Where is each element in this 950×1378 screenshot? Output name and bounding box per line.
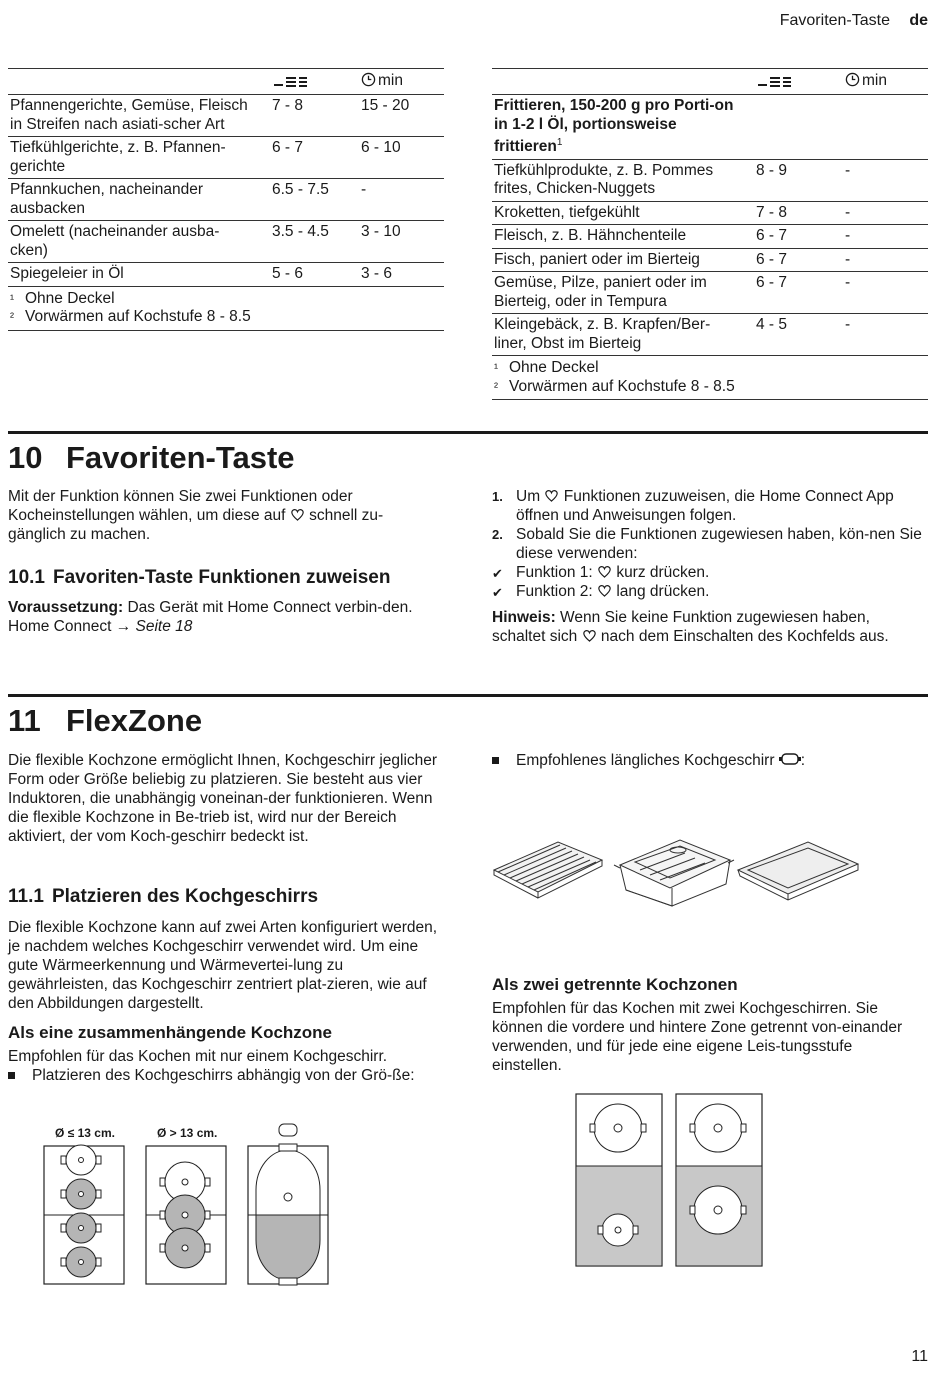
heart-icon — [597, 584, 612, 597]
section10-intro: Mit der Funktion können Sie zwei Funktionen oder Kocheinstellungen wählen, um diese auf schnell zu-gänglich zu machen. — [8, 488, 384, 543]
table-cell-level: 5 - 6 — [270, 263, 359, 287]
two-zone-diagram-front — [576, 1094, 662, 1266]
section11-intro: Die flexible Kochzone ermöglicht Ihnen, Kochgeschirr jeglicher Form oder Größe beliebig zu platzieren. Sie besteht aus vier Induktoren, die unabhängig voneinan-der funktionieren. Wenn die flexible Kochzone in Be-trieb ist, wird nur der Bereich aktiviert, der vom Koch-geschirr bedeckt ist. — [8, 752, 438, 845]
page-reference-link[interactable]: Seite 18 — [135, 618, 193, 635]
footnote-text: Ohne Deckel — [509, 359, 599, 376]
two-zone-heading: Als zwei getrennte Kochzonen — [492, 975, 738, 994]
table-cell-level: 8 - 9 — [754, 159, 843, 201]
table-row — [492, 201, 928, 225]
table-cell-level: 6 - 7 — [754, 225, 843, 249]
diagram-label-large: Ø > 13 cm. — [157, 1126, 218, 1140]
running-header-title: Favoriten-Taste — [779, 12, 890, 29]
heart-icon — [582, 629, 597, 642]
link-arrow-icon: → — [115, 618, 132, 635]
table-cell-time: - — [843, 272, 928, 314]
bullet-icon — [8, 1072, 15, 1079]
table-row — [8, 95, 444, 137]
teppan-plate-illustration — [738, 842, 858, 900]
oblong-cookware-illustrations — [490, 820, 930, 920]
table-row — [492, 314, 928, 356]
zone-diagram-large-pots — [146, 1146, 226, 1284]
table-cell-food: Spiegeleier in Öl — [8, 263, 270, 287]
heart-icon — [597, 565, 612, 578]
table-cell-time: - — [843, 314, 928, 356]
clock-icon — [845, 72, 860, 87]
table-header-row — [8, 69, 444, 95]
table-row — [492, 159, 928, 201]
table-footnotes — [8, 286, 444, 330]
section-divider — [8, 694, 928, 697]
table-header-row — [492, 69, 928, 95]
table-cell-food: Pfannkuchen, nacheinander ausbacken — [8, 179, 270, 221]
footnote-mark: ² — [494, 379, 498, 394]
table-cell-food: Pfannengerichte, Gemüse, Fleisch in Streifen nach asiati-scher Art — [8, 95, 270, 137]
table-row — [492, 248, 928, 272]
oblong-cookware-icon — [779, 752, 801, 766]
one-zone-heading: Als eine zusammenhängende Kochzone — [8, 1023, 333, 1042]
cooking-table-left — [8, 68, 444, 331]
table-cell-time: 3 - 6 — [359, 263, 444, 287]
table-cell-food: Kroketten, tiefgekühlt — [492, 201, 754, 225]
section-heading-11 — [8, 703, 202, 739]
running-header-language: de — [909, 12, 928, 29]
clock-icon — [361, 72, 376, 87]
assign-steps-list — [492, 487, 922, 601]
table-cell-level: 7 - 8 — [270, 95, 359, 137]
two-zone-diagram-rear — [676, 1094, 762, 1266]
table-cell-food: Fisch, paniert oder im Bierteig — [492, 248, 754, 272]
footnote-mark: ² — [10, 310, 14, 324]
cooking-table-right — [492, 68, 928, 400]
table-row — [8, 179, 444, 221]
table-cell-food: Tiefkühlgerichte, z. B. Pfannen-gerichte — [8, 137, 270, 179]
table-cell-level: 6 - 7 — [754, 272, 843, 314]
group-footnote-ref: 1 — [556, 137, 563, 148]
section-title: Favoriten-Taste — [66, 440, 295, 475]
section-number: 10 — [8, 440, 43, 475]
table-cell-food: Tiefkühlprodukte, z. B. Pommes frites, Chicken-Nuggets — [492, 159, 754, 201]
table-cell-food: Gemüse, Pilze, paniert oder im Bierteig, oder in Tempura — [492, 272, 754, 314]
footnote-mark: ¹ — [10, 291, 14, 306]
table-cell-level: 3.5 - 4.5 — [270, 221, 359, 263]
roasting-pan-illustration — [614, 840, 734, 906]
table-row — [8, 221, 444, 263]
checkmark-icon: ✔ — [492, 566, 503, 581]
table-cell-time: - — [843, 225, 928, 249]
checkmark-icon: ✔ — [492, 585, 503, 600]
table-row — [8, 263, 444, 287]
section-number: 11 — [8, 703, 41, 738]
placement-text: Die flexible Kochzone kann auf zwei Arten konfiguriert werden, je nachdem welches Kochgeschirr verwendet wird. Um eine gute Wärmeerkennung und Wärmevertei-lung zu gewährleisten, das Kochgeschirr zentriert plat-zieren, wie auf den Abbildungen dargestellt. — [8, 919, 438, 1012]
prerequisite-text: Voraussetzung: Das Gerät mit Home Connect verbin-den. Home Connect → Seite 18 — [8, 599, 413, 635]
table-cell-food: Kleingebäck, z. B. Krapfen/Ber-liner, Obst im Bierteig — [492, 314, 754, 356]
table-cell-level: 4 - 5 — [754, 314, 843, 356]
table-row — [8, 137, 444, 179]
diagram-label-small: Ø ≤ 13 cm. — [55, 1126, 115, 1140]
table-cell-time: - — [359, 179, 444, 221]
table-row — [492, 225, 928, 249]
page-number: 11 — [911, 1348, 928, 1365]
list-item: ✔ Funktion 1: kurz drücken. — [492, 564, 710, 581]
table-cell-time: 6 - 10 — [359, 137, 444, 179]
zone-diagram-small-pots — [44, 1145, 124, 1284]
two-zone-text: Empfohlen für das Kochen mit zwei Kochgeschirren. Sie können die vordere und hintere Zone getrennt von-einander verwenden, und für jede eine eigene Leis-tungsstufe einstellen. — [492, 1000, 903, 1074]
table-row — [492, 272, 928, 314]
heart-icon — [544, 489, 559, 502]
table-cell-level: 6 - 7 — [754, 248, 843, 272]
table-group-row — [492, 95, 928, 160]
subsection-heading-11-1: 11.1 Platzieren des Kochgeschirrs — [8, 886, 319, 907]
table-cell-time: - — [843, 248, 928, 272]
list-item: 1. Um Funktionen zuzuweisen, die Home Connect App öffnen und Anweisungen folgen. — [492, 488, 894, 524]
table-cell-level: 6.5 - 7.5 — [270, 179, 359, 221]
table-cell-time: - — [843, 159, 928, 201]
table-cell-time: - — [843, 201, 928, 225]
table-cell-time: 3 - 10 — [359, 221, 444, 263]
note-text: Hinweis: Wenn Sie keine Funktion zugewiesen haben, schaltet sich nach dem Einschalten des Kochfelds aus. — [492, 609, 889, 645]
table-cell-food: Fleisch, z. B. Hähnchenteile — [492, 225, 754, 249]
heart-icon — [290, 508, 305, 521]
bullet-icon — [492, 757, 499, 764]
footnote-text: Vorwärmen auf Kochstufe 8 - 8.5 — [509, 377, 735, 395]
grill-plate-illustration — [494, 842, 602, 898]
power-level-icon — [756, 73, 796, 89]
footnote-text: Vorwärmen auf Kochstufe 8 - 8.5 — [25, 308, 251, 325]
one-zone-text: Empfohlen für das Kochen mit nur einem Kochgeschirr. — [8, 1048, 388, 1065]
section-title: FlexZone — [66, 703, 203, 738]
footnote-text: Ohne Deckel — [25, 289, 115, 307]
group-title: Frittieren, 150-200 g pro Porti-on in 1-2 l Öl, portionsweise frittieren — [494, 97, 734, 155]
one-zone-bullet: Platzieren des Kochgeschirrs abhängig von der Grö-ße: — [8, 1066, 448, 1085]
table-cell-time: 15 - 20 — [359, 95, 444, 137]
section-divider — [8, 431, 928, 434]
oblong-bullet: Empfohlenes längliches Kochgeschirr : — [492, 751, 922, 770]
subsection-heading-10-1: 10.1 Favoriten-Taste Funktionen zuweisen — [8, 567, 391, 588]
power-level-icon — [272, 73, 312, 89]
time-column-label: min — [378, 72, 403, 89]
time-column-label: min — [862, 72, 887, 89]
footnote-mark: ¹ — [494, 361, 498, 375]
table-cell-level: 7 - 8 — [754, 201, 843, 225]
list-item: 2. Sobald Sie die Funktionen zugewiesen haben, kön-nen Sie diese verwenden: — [492, 526, 922, 562]
list-item: ✔ Funktion 2: lang drücken. — [492, 583, 710, 600]
section-heading-10 — [8, 440, 295, 476]
two-zone-diagrams — [570, 1090, 770, 1270]
table-cell-food: Omelett (nacheinander ausba-cken) — [8, 221, 270, 263]
table-footnotes — [492, 356, 928, 400]
zone-diagram-oblong-pot — [248, 1124, 328, 1285]
one-zone-diagrams — [30, 1120, 340, 1290]
table-cell-level: 6 - 7 — [270, 137, 359, 179]
